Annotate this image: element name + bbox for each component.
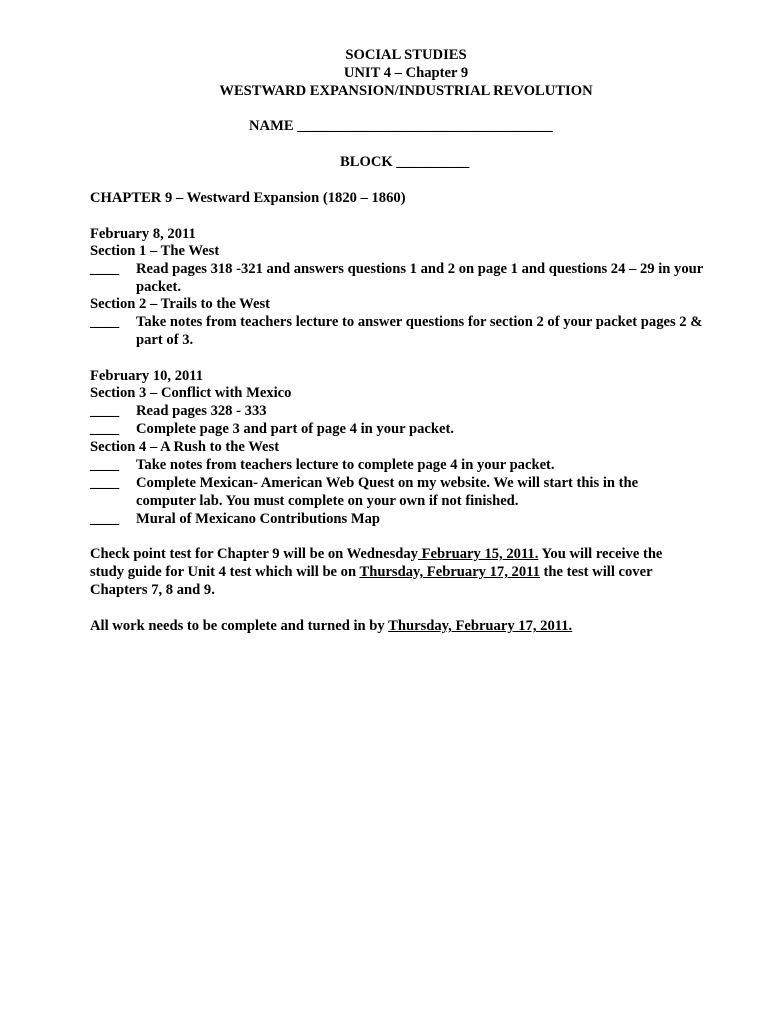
date-heading: February 8, 2011 xyxy=(90,226,196,242)
checkbox-blank: ____ xyxy=(90,314,120,330)
task-item: Read pages 318 -321 and answers questions 1 and 2 on page 1 and questions 24 – 29 in your xyxy=(136,261,704,277)
task-item-continued: packet. xyxy=(136,279,181,295)
checkpoint-line xyxy=(90,564,653,582)
name-field: NAME ___________________________________ xyxy=(249,118,553,134)
checkbox-blank: ____ xyxy=(90,261,120,277)
date-heading: February 10, 2011 xyxy=(90,368,204,384)
final-note xyxy=(90,618,572,636)
checkbox-blank: ____ xyxy=(90,511,120,527)
task-item: Mural of Mexicano Contributions Map xyxy=(136,511,381,527)
task-item: Complete Mexican- American Web Quest on my website. We will start this in the xyxy=(136,475,639,491)
checkpoint-text: You will receive the xyxy=(538,546,663,562)
checkpoint-text: Check point test for Chapter 9 will be on Wednesday xyxy=(90,546,418,562)
chapter-heading: CHAPTER 9 – Westward Expansion (1820 – 1860) xyxy=(90,190,406,206)
checkpoint-date: February 15, 2011. xyxy=(417,546,539,562)
due-date: Thursday, February 17, 2011. xyxy=(388,618,573,634)
subject-title: SOCIAL STUDIES xyxy=(345,47,467,63)
checkpoint-text: study guide for Unit 4 test which will be on xyxy=(90,564,360,580)
checkbox-blank: ____ xyxy=(90,475,120,491)
page-title: WESTWARD EXPANSION/INDUSTRIAL REVOLUTION xyxy=(219,83,593,99)
task-item: Read pages 328 - 333 xyxy=(136,403,267,419)
block-field: BLOCK __________ xyxy=(340,154,470,170)
section-title: Section 1 – The West xyxy=(90,243,220,259)
section-title: Section 4 – A Rush to the West xyxy=(90,439,280,455)
task-item-continued: computer lab. You must complete on your own if not finished. xyxy=(136,493,519,509)
section-title: Section 2 – Trails to the West xyxy=(90,296,270,312)
checkbox-blank: ____ xyxy=(90,457,120,473)
task-item: Take notes from teachers lecture to answer questions for section 2 of your packet pages 2 & xyxy=(136,314,703,330)
section-title: Section 3 – Conflict with Mexico xyxy=(90,385,292,401)
final-note-text: All work needs to be complete and turned in by xyxy=(90,618,389,634)
checkpoint-text: the test will cover xyxy=(539,564,653,580)
checkpoint-line: Chapters 7, 8 and 9. xyxy=(90,582,215,598)
checkbox-blank: ____ xyxy=(90,403,120,419)
task-item: Complete page 3 and part of page 4 in your packet. xyxy=(136,421,454,437)
unit-test-date: Thursday, February 17, 2011 xyxy=(359,564,540,580)
task-item: Take notes from teachers lecture to complete page 4 in your packet. xyxy=(136,457,555,473)
checkbox-blank: ____ xyxy=(90,421,120,437)
checkpoint-line xyxy=(90,546,662,564)
task-item-continued: part of 3. xyxy=(136,332,194,348)
unit-title: UNIT 4 – Chapter 9 xyxy=(343,65,469,81)
